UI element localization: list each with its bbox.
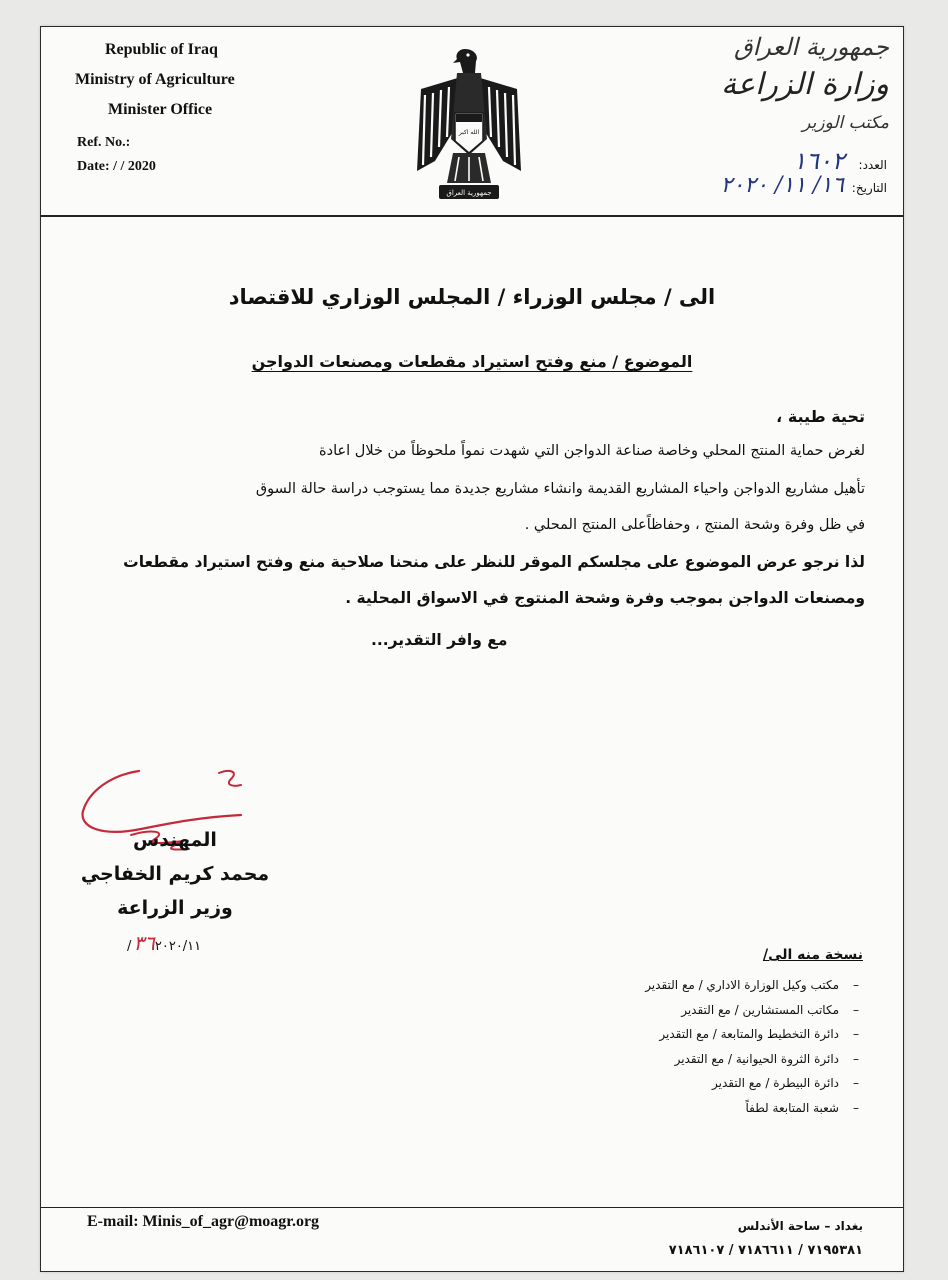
- copy-recipient: شعبة المتابعة لطفاً: [745, 1100, 839, 1115]
- header-divider: [41, 215, 903, 217]
- iraq-eagle-emblem-icon: [413, 43, 525, 203]
- date-value-handwritten: ١٦/ ١١/ ٢٠٢٠: [720, 173, 844, 198]
- header-country-en: Republic of Iraq: [105, 41, 218, 58]
- ref-field-ar: [793, 147, 887, 175]
- copies-list: [645, 973, 873, 1120]
- ref-label-ar: العدد:: [858, 158, 887, 172]
- signatory-position: وزير الزراعة: [117, 897, 233, 919]
- header-ministry-en: Ministry of Agriculture: [75, 71, 235, 88]
- ref-number-handwritten: ١٦٠٢: [793, 147, 845, 175]
- list-item: [645, 973, 873, 998]
- body-line-1: لغرض حماية المنتج المحلي وخاصة صناعة الدواجن التي شهدت نمواً ملحوظاً من خلال اعادة: [319, 443, 865, 459]
- body-line-3: في ظل وفرة وشحة المنتج ، وحفاظاًعلى المنتج المحلي .: [524, 517, 865, 533]
- closing-line: مع وافر التقدير...: [371, 631, 508, 649]
- subject-text: الموضوع / منع وفتح استيراد مقطعات ومصنعات الدواجن: [251, 352, 693, 371]
- list-bullet: –: [853, 1027, 859, 1042]
- copy-recipient: دائرة التخطيط والمتابعة / مع التقدير: [659, 1027, 839, 1042]
- copy-recipient: مكتب وكيل الوزارة الاداري / مع التقدير: [645, 978, 839, 993]
- letter-sheet: [40, 26, 904, 1272]
- list-bullet: –: [853, 1002, 859, 1017]
- list-bullet: –: [853, 1076, 859, 1091]
- signature-date-day-handwritten: ٣٦: [133, 931, 155, 955]
- copy-recipient: دائرة البيطرة / مع التقدير: [712, 1076, 839, 1091]
- subject-line: [41, 352, 903, 371]
- list-item: [645, 1071, 873, 1096]
- signature-date-printed: ٢٠٢٠/١١/: [127, 939, 202, 954]
- request-line-1: لذا نرجو عرض الموضوع على مجلسكم الموقر للنظر على منحنا صلاحية منع وفتح استيراد مقطعات: [123, 553, 865, 571]
- header-office-ar: مكتب الوزير: [802, 113, 889, 133]
- date-label-en: Date: / / 2020: [77, 159, 156, 174]
- signatory-title: المهندس: [133, 829, 217, 851]
- signatory-name: محمد كريم الخفاجي: [80, 863, 270, 885]
- footer-address: بغداد – ساحة الأندلس: [737, 1219, 863, 1233]
- list-item: [645, 1047, 873, 1072]
- footer-divider: [41, 1207, 903, 1208]
- header-office-en: Minister Office: [108, 101, 213, 118]
- list-bullet: –: [853, 1100, 859, 1115]
- copies-title: نسخة منه الى/: [762, 947, 863, 963]
- list-item: [645, 1022, 873, 1047]
- header-ministry-ar: وزارة الزراعة: [721, 67, 889, 102]
- copy-recipient: دائرة الثروة الحيوانية / مع التقدير: [674, 1051, 839, 1066]
- date-label-ar: التاريخ:: [851, 181, 887, 195]
- emblem-shield-text: الله اكبر: [458, 129, 480, 136]
- ref-label-en: Ref. No.:: [77, 135, 131, 150]
- addressee-line: الى / مجلس الوزراء / المجلس الوزاري للاقتصاد: [228, 285, 716, 309]
- greeting: تحية طيبة ،: [776, 407, 865, 426]
- date-field-ar: [721, 173, 887, 198]
- list-bullet: –: [853, 978, 859, 993]
- header-country-ar: جمهورية العراق: [733, 33, 889, 61]
- emblem-banner-text: جمهورية العراق: [446, 189, 492, 197]
- list-item: [645, 998, 873, 1023]
- list-bullet: –: [853, 1051, 859, 1066]
- footer-email[interactable]: E-mail: Minis_of_agr@moagr.org: [87, 1213, 320, 1230]
- list-item: [645, 1096, 873, 1121]
- footer-phones: ٧١٩٥٣٨١ / ٧١٨٦٦١١ / ٧١٨٦١٠٧: [668, 1243, 863, 1258]
- body-line-2: تأهيل مشاريع الدواجن واحياء المشاريع القديمة وانشاء مشاريع جديدة مما يستوجب دراسة حالة السوق: [255, 481, 865, 497]
- signature-date: [127, 931, 201, 955]
- request-line-2: ومصنعات الدواجن بموجب وفرة وشحة المنتوج في الاسواق المحلية .: [345, 589, 865, 607]
- copy-recipient: مكاتب المستشارين / مع التقدير: [681, 1002, 839, 1017]
